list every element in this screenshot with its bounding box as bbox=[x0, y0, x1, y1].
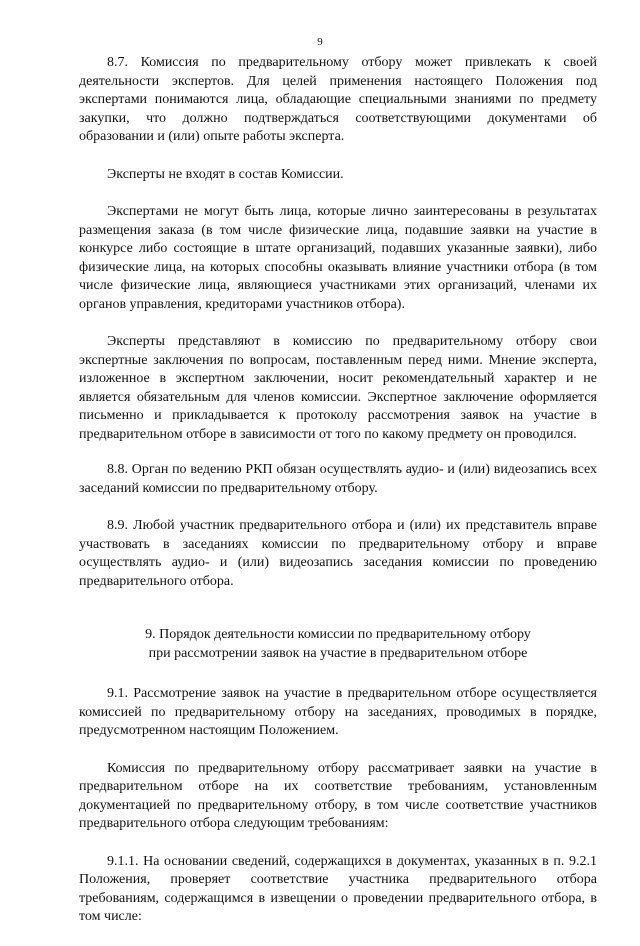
paragraph-commission-reviews: Комиссия по предварительному отбору рассматривает заявки на участие в предварительном отборе на их соответствие требованиям, установленным документацией по предварительному отбору, в том числе соответствие участников предварительного отбора следующим требованиям: bbox=[79, 760, 597, 831]
paragraph-9-1-1: 9.1.1. На основании сведений, содержащихся в документах, указанных в п. 9.2.1 Положения, проверяет соответствие участника предварительного отбора требованиям, содержащимся в извещении о проведении предварительного отбора, в том числе: bbox=[79, 853, 597, 924]
paragraph-8-9: 8.9. Любой участник предварительного отбора и (или) их представитель вправе участвовать в заседаниях комиссии по предварительному отбору и вправе осуществлять аудио- и (или) видеозапись заседания комиссии по проведению предварительного отбора. bbox=[79, 518, 597, 589]
page-number: 9 bbox=[317, 36, 323, 48]
paragraph-experts-conclusions: Эксперты представляют в комиссию по предварительному отбору свои экспертные заключения по вопросам, поставленным перед ними. Мнение эксперта, изложенное в экспертном заключении, носит рекомендательный характер и не является обязательным для членов комиссии. Экспертное заключение оформляется письменно и прикладывается к протоколу рассмотрения заявок на участие в предварительном отборе в зависимости от того по какому предмету он проводился. bbox=[79, 334, 597, 442]
document-body bbox=[79, 54, 597, 946]
paragraph-8-7: 8.7. Комиссия по предварительному отбору может привлекать к своей деятельности экспертов. Для целей применения настоящего Положения под экспертами понимаются лица, обладающие специальными знаниями по предмету закупки, что должно подтверждаться соответствующими документами об образовании и (или) опыте работы эксперта. bbox=[79, 55, 597, 144]
paragraph-9-1: 9.1. Рассмотрение заявок на участие в предварительном отборе осуществляется комиссией по предварительному отбору на заседаниях, проводимых в порядке, предусмотренном настоящим Положением. bbox=[79, 686, 597, 738]
paragraph-experts-restrictions: Экспертами не могут быть лица, которые лично заинтересованы в результатах размещения заказа (в том числе физические лица, подавшие заявки на участие в конкурсе либо состоящие в штате организаций, подавших указанные заявки), либо физические лица, на которых способны оказывать влияние участники отбора (в том числе физические лица, являющиеся участниками этих организаций, членами их органов управления, кредиторами участников отбора). bbox=[79, 204, 597, 312]
paragraph-8-8: 8.8. Орган по ведению РКП обязан осуществлять аудио- и (или) видеозапись всех заседаний комиссии по предварительному отбору. bbox=[79, 462, 597, 496]
paragraph-experts-not-members: Эксперты не входят в состав Комиссии. bbox=[107, 166, 344, 182]
section-heading-line-2: при рассмотрении заявок на участие в предварительном отборе bbox=[148, 646, 528, 661]
section-heading-line-1: 9. Порядок деятельности комиссии по предварительному отбору bbox=[145, 627, 531, 642]
section-9-heading bbox=[79, 625, 597, 663]
